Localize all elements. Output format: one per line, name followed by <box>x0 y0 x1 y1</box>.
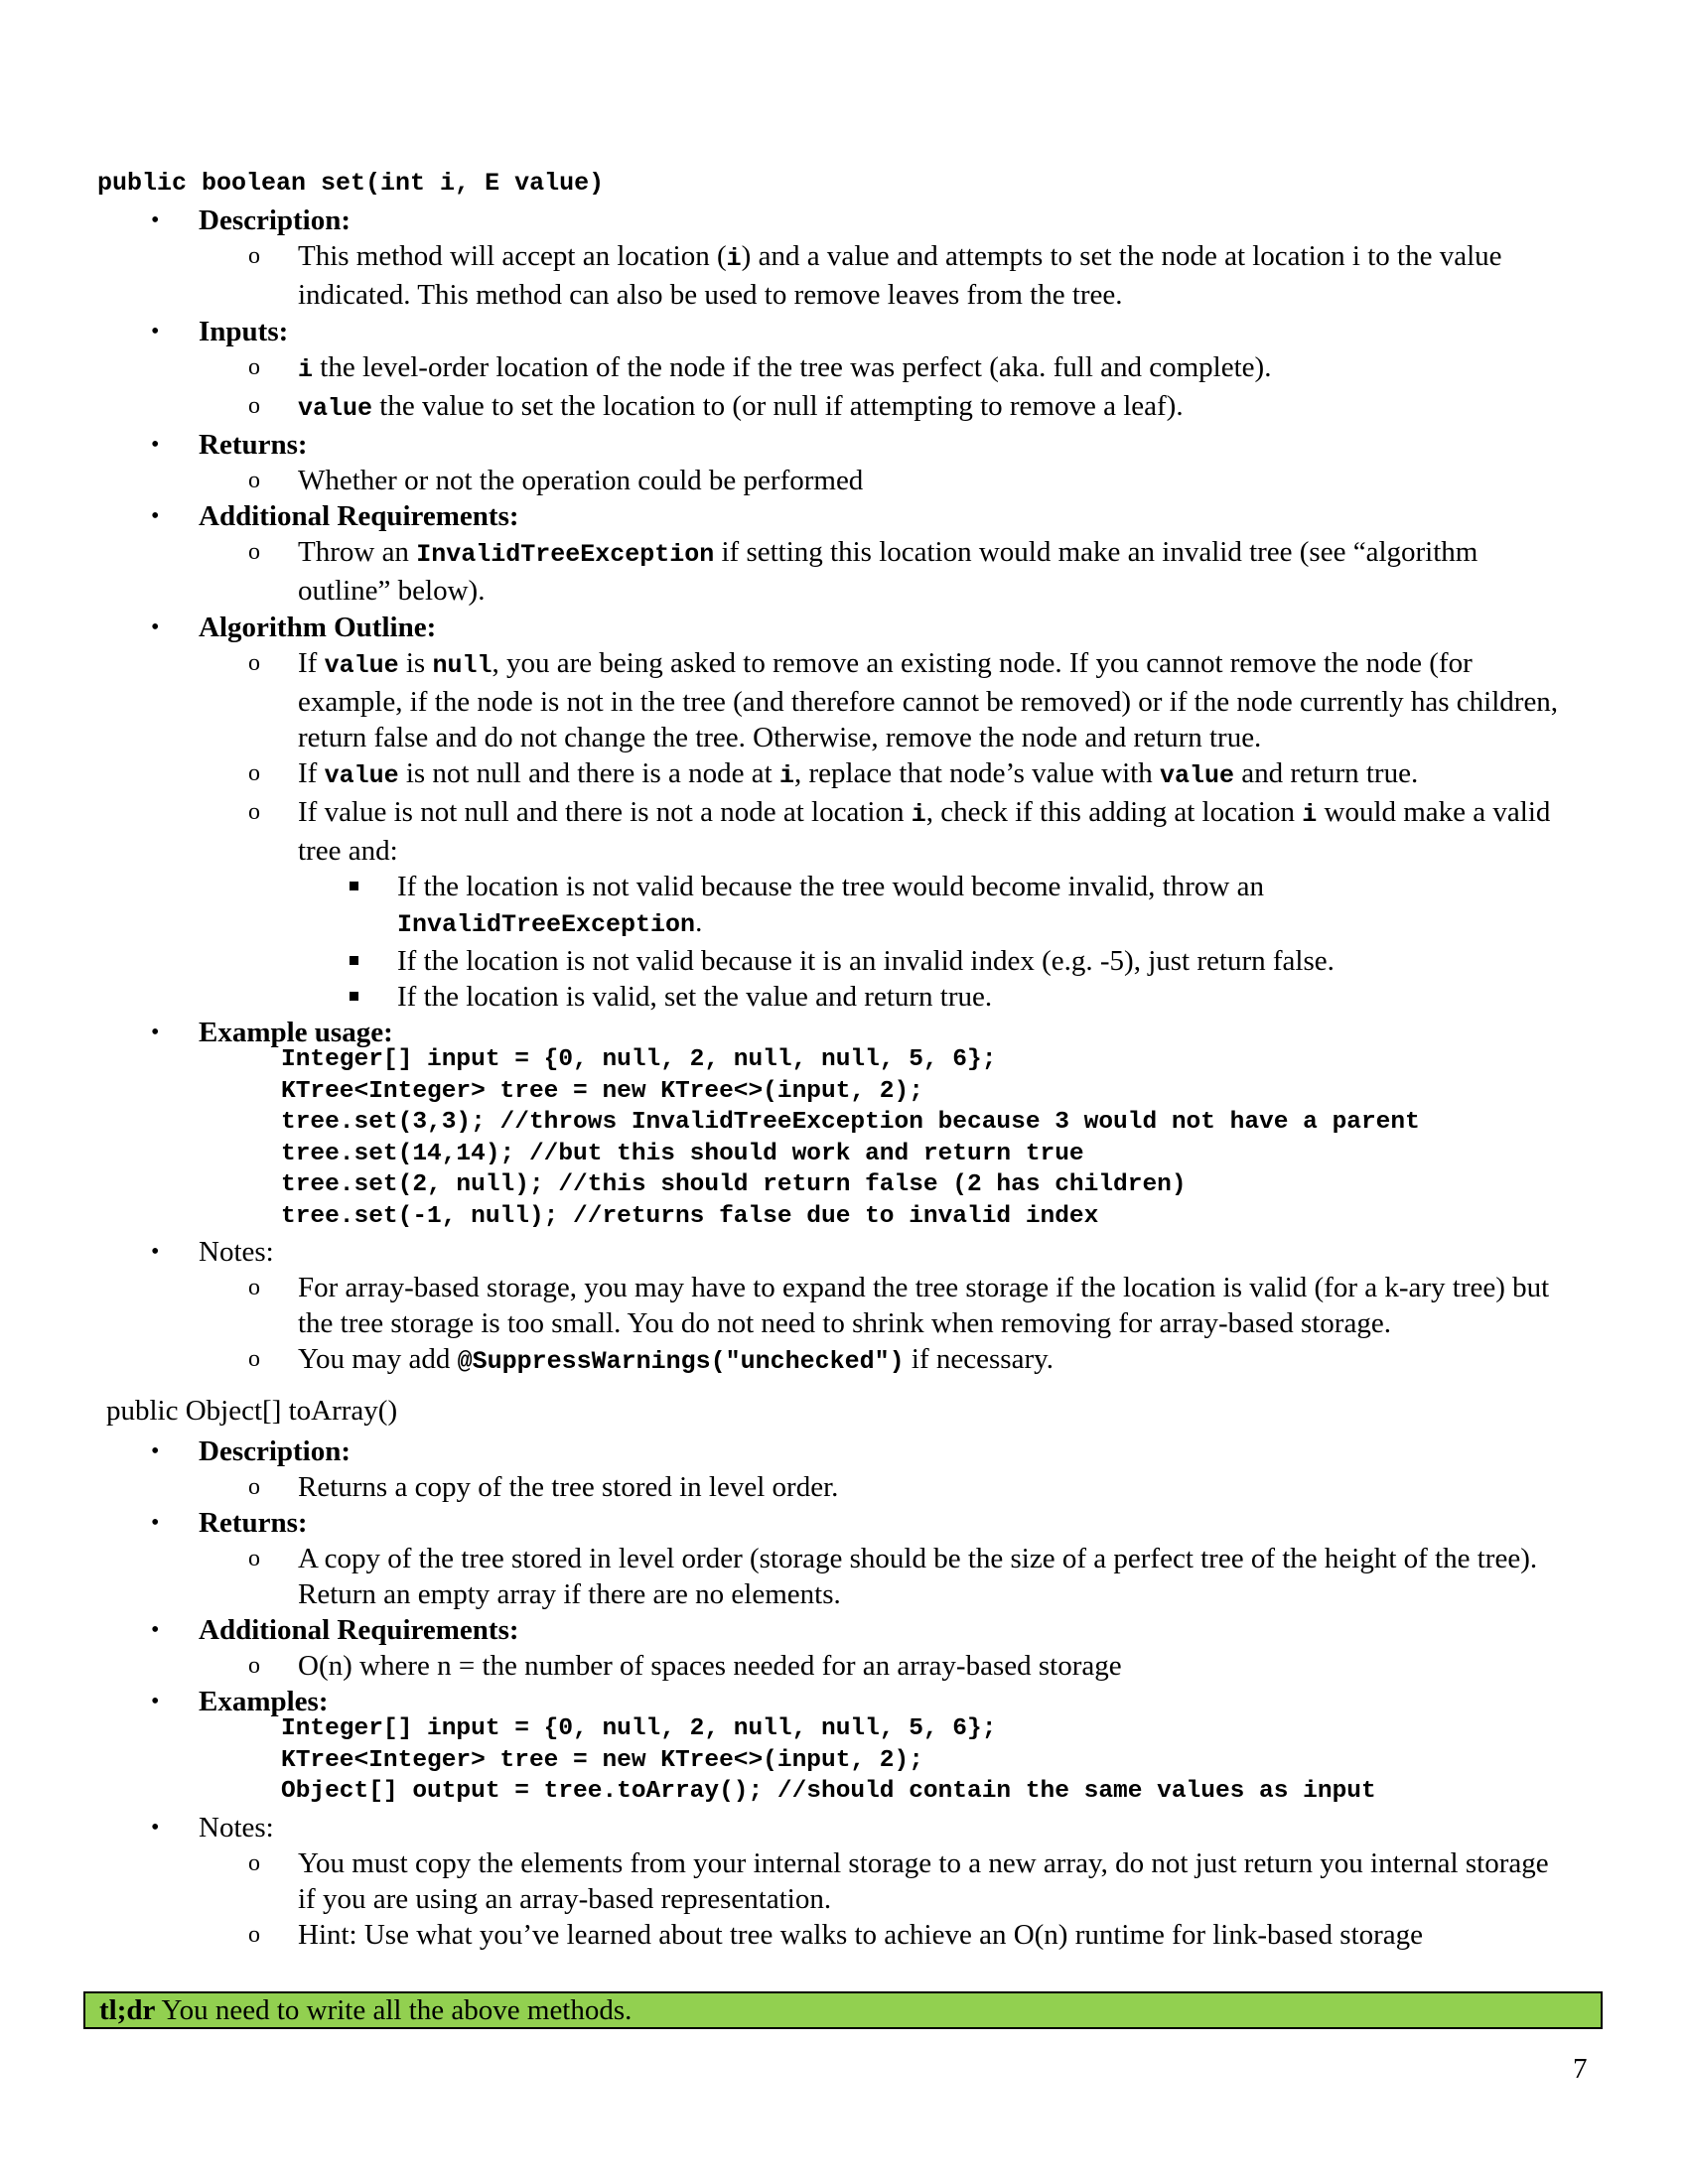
text-run: o <box>248 1474 260 1500</box>
inline-code: i <box>726 244 742 273</box>
bullet-returns <box>0 427 1688 463</box>
toarray-returns-text <box>0 1541 1688 1612</box>
text-run: Description: <box>199 1435 352 1467</box>
text-run: If the location is valid, set the value and return true. <box>397 981 993 1013</box>
text-run: • <box>151 1239 160 1265</box>
bullet-description <box>0 1433 1688 1469</box>
text-run: • <box>151 432 160 458</box>
inline-code: value <box>298 394 373 423</box>
inline-code: value <box>324 651 399 680</box>
text-run: o <box>248 1275 260 1300</box>
algorithm-step-3c <box>0 979 1688 1015</box>
returns-text <box>0 463 1688 498</box>
code-line: tree.set(14,14); //but this should work and return true <box>281 1140 1084 1167</box>
bullet-algorithm-outline <box>0 610 1688 645</box>
set-note-1 <box>0 1270 1688 1341</box>
text-run: O(n) where n = the number of spaces needed for an array-based storage <box>298 1650 1122 1682</box>
text-run: Algorithm Outline: <box>199 612 437 643</box>
toarray-additional-text <box>0 1648 1688 1684</box>
toarray-note-1 <box>0 1845 1688 1917</box>
code-line: Integer[] input = {0, null, 2, null, null, 5, 6}; <box>281 1715 997 1742</box>
text-run: Throw an <box>298 536 417 568</box>
toarray-method-signature: public Object[] toArray() <box>106 1395 398 1427</box>
inline-code: InvalidTreeException <box>416 540 715 569</box>
text-run: o <box>248 393 260 419</box>
text-run: , replace that node’s value with <box>793 757 1160 789</box>
text-run: If value is not null and there is not a node at location <box>298 796 912 828</box>
text-run: o <box>248 650 260 676</box>
toarray-description-text <box>0 1469 1688 1505</box>
text-run: • <box>151 1510 160 1536</box>
bullet-description <box>0 203 1688 238</box>
text-run: Example usage: <box>199 1017 393 1048</box>
code-line: KTree<Integer> tree = new KTree<>(input, 2); <box>281 1746 923 1774</box>
bullet-example-usage <box>0 1015 1688 1050</box>
text-run: ) and a value and attempts to set the node at location i to the value indicated. This method can also be used to remove leaves from the tree. <box>298 240 1502 311</box>
text-run: Returns: <box>199 429 308 461</box>
text-run: If the location is not valid because the tree would become invalid, throw an <box>397 871 1264 902</box>
code-line: tree.set(-1, null); //returns false due to invalid index <box>281 1202 1099 1230</box>
text-run: • <box>151 1689 160 1714</box>
text-run: This method will accept an location ( <box>298 240 727 272</box>
set-method-section <box>0 203 1688 1380</box>
additional-text <box>0 534 1688 609</box>
text-run: If <box>298 757 325 789</box>
tldr-text: You need to write all the above methods. <box>155 1994 633 2026</box>
text-run: . <box>695 906 703 938</box>
text-run: if necessary. <box>904 1343 1054 1375</box>
text-run: is not null and there is a node at <box>398 757 779 789</box>
inline-code: null <box>432 651 492 680</box>
code-line: KTree<Integer> tree = new KTree<>(input, 2); <box>281 1077 923 1105</box>
algorithm-step-3b <box>0 943 1688 979</box>
text-run: o <box>248 539 260 565</box>
inline-code: i <box>778 761 794 790</box>
algorithm-step-2 <box>0 755 1688 794</box>
text-run: If the location is not valid because it is an invalid index (e.g. -5), just return false. <box>397 945 1335 977</box>
tldr-label: tl;dr <box>99 1994 156 2026</box>
text-run: • <box>151 503 160 529</box>
text-run: • <box>151 319 160 344</box>
text-run: o <box>248 243 260 269</box>
text-run: would make a valid tree and: <box>298 796 1551 867</box>
text-run: Additional Requirements: <box>199 1614 519 1646</box>
algorithm-step-1 <box>0 645 1688 755</box>
text-run: o <box>248 1546 260 1571</box>
page-number: 7 <box>1573 2053 1588 2085</box>
text-run: Additional Requirements: <box>199 500 519 532</box>
bullet-additional-requirements <box>0 1612 1688 1648</box>
bullet-examples <box>0 1684 1688 1719</box>
inline-code: InvalidTreeException <box>397 910 696 939</box>
text-run: Notes: <box>199 1236 274 1268</box>
text-run: For array-based storage, you may have to expand the tree storage if the location is valid (for a k-ary tree) but the tree storage is too small. You do not need to shrink when removing for array-based storage. <box>298 1272 1550 1339</box>
text-run: the level-order location of the node if the tree was perfect (aka. full and complete). <box>313 351 1272 383</box>
text-run: , you are being asked to remove an existing node. If you cannot remove the node (for example, if the node is not in the tree (and therefore cannot be removed) or if the node currently has children, return false and do not change the tree. Otherwise, remove the node and return true. <box>298 647 1559 753</box>
bullet-inputs <box>0 314 1688 349</box>
algorithm-step-3a <box>0 869 1688 943</box>
text-run: the value to set the location to (or null if attempting to remove a leaf). <box>372 390 1184 422</box>
inline-code: value <box>324 761 399 790</box>
code-line: Integer[] input = {0, null, 2, null, null, 5, 6}; <box>281 1046 997 1073</box>
text-run: • <box>151 614 160 640</box>
text-run: • <box>151 1617 160 1643</box>
text-run: A copy of the tree stored in level order (storage should be the size of a perfect tree of the height of the tree). Return an empty array if there are no elements. <box>298 1543 1538 1610</box>
set-example-code <box>0 1044 1688 1232</box>
text-run: Whether or not the operation could be performed <box>298 465 864 496</box>
text-run: You may add <box>298 1343 458 1375</box>
bullet-notes <box>0 1234 1688 1270</box>
text-run: o <box>248 1346 260 1372</box>
text-run: Inputs: <box>199 316 289 347</box>
text-run: o <box>248 354 260 380</box>
text-run: o <box>248 1849 260 1876</box>
tldr-banner <box>83 1991 1603 2029</box>
inline-code: @SuppressWarnings("unchecked") <box>457 1347 905 1376</box>
square-bullet-icon <box>350 956 358 965</box>
text-run: Returns a copy of the tree stored in level order. <box>298 1471 839 1503</box>
set-method-signature: public boolean set(int i, E value) <box>97 169 605 198</box>
text-run: • <box>151 1020 160 1045</box>
inline-code: i <box>1302 800 1318 829</box>
text-run: Hint: Use what you’ve learned about tree walks to achieve an O(n) runtime for link-based storage <box>298 1918 1424 1951</box>
text-run: if setting this location would make an invalid tree (see “algorithm outline” below). <box>298 536 1478 607</box>
bullet-additional-requirements <box>0 498 1688 534</box>
text-run: Returns: <box>199 1507 308 1539</box>
bullet-notes <box>0 1810 1688 1845</box>
text-run: Examples: <box>199 1686 329 1717</box>
square-bullet-icon <box>350 882 358 890</box>
text-run: , check if this adding at location <box>925 796 1303 828</box>
square-bullet-icon <box>350 992 358 1001</box>
inline-code: i <box>911 800 926 829</box>
input-i <box>0 349 1688 388</box>
description-text <box>0 238 1688 313</box>
text-run: If <box>298 647 325 679</box>
toarray-note-2 <box>0 1917 1688 1953</box>
text-run: o <box>248 799 260 825</box>
text-run: o <box>248 468 260 493</box>
input-value <box>0 388 1688 427</box>
code-line: tree.set(3,3); //throws InvalidTreeException because 3 would not have a parent <box>281 1109 1420 1136</box>
toarray-method-section <box>0 1433 1688 1953</box>
bullet-returns <box>0 1505 1688 1541</box>
algorithm-step-3 <box>0 794 1688 869</box>
inline-code: value <box>1159 761 1234 790</box>
text-run: You must copy the elements from your internal storage to a new array, do not just return you internal storage if you are using an array-based representation. <box>298 1846 1549 1915</box>
code-line: tree.set(2, null); //this should return false (2 has children) <box>281 1171 1187 1198</box>
text-run: o <box>248 1653 260 1679</box>
text-run: and return true. <box>1234 757 1419 789</box>
set-note-2 <box>0 1341 1688 1380</box>
text-run: is <box>398 647 433 679</box>
code-line: Object[] output = tree.toArray(); //should contain the same values as input <box>281 1778 1376 1805</box>
inline-code: i <box>298 355 314 384</box>
bullet-marker: • <box>151 207 160 233</box>
text-run: o <box>248 760 260 786</box>
text-run: Notes: <box>199 1811 274 1843</box>
text-run: • <box>151 1814 160 1841</box>
text-run: • <box>151 1438 160 1464</box>
text-run: Description: <box>199 205 352 236</box>
toarray-example-code <box>0 1713 1688 1808</box>
text-run: o <box>248 1921 260 1948</box>
